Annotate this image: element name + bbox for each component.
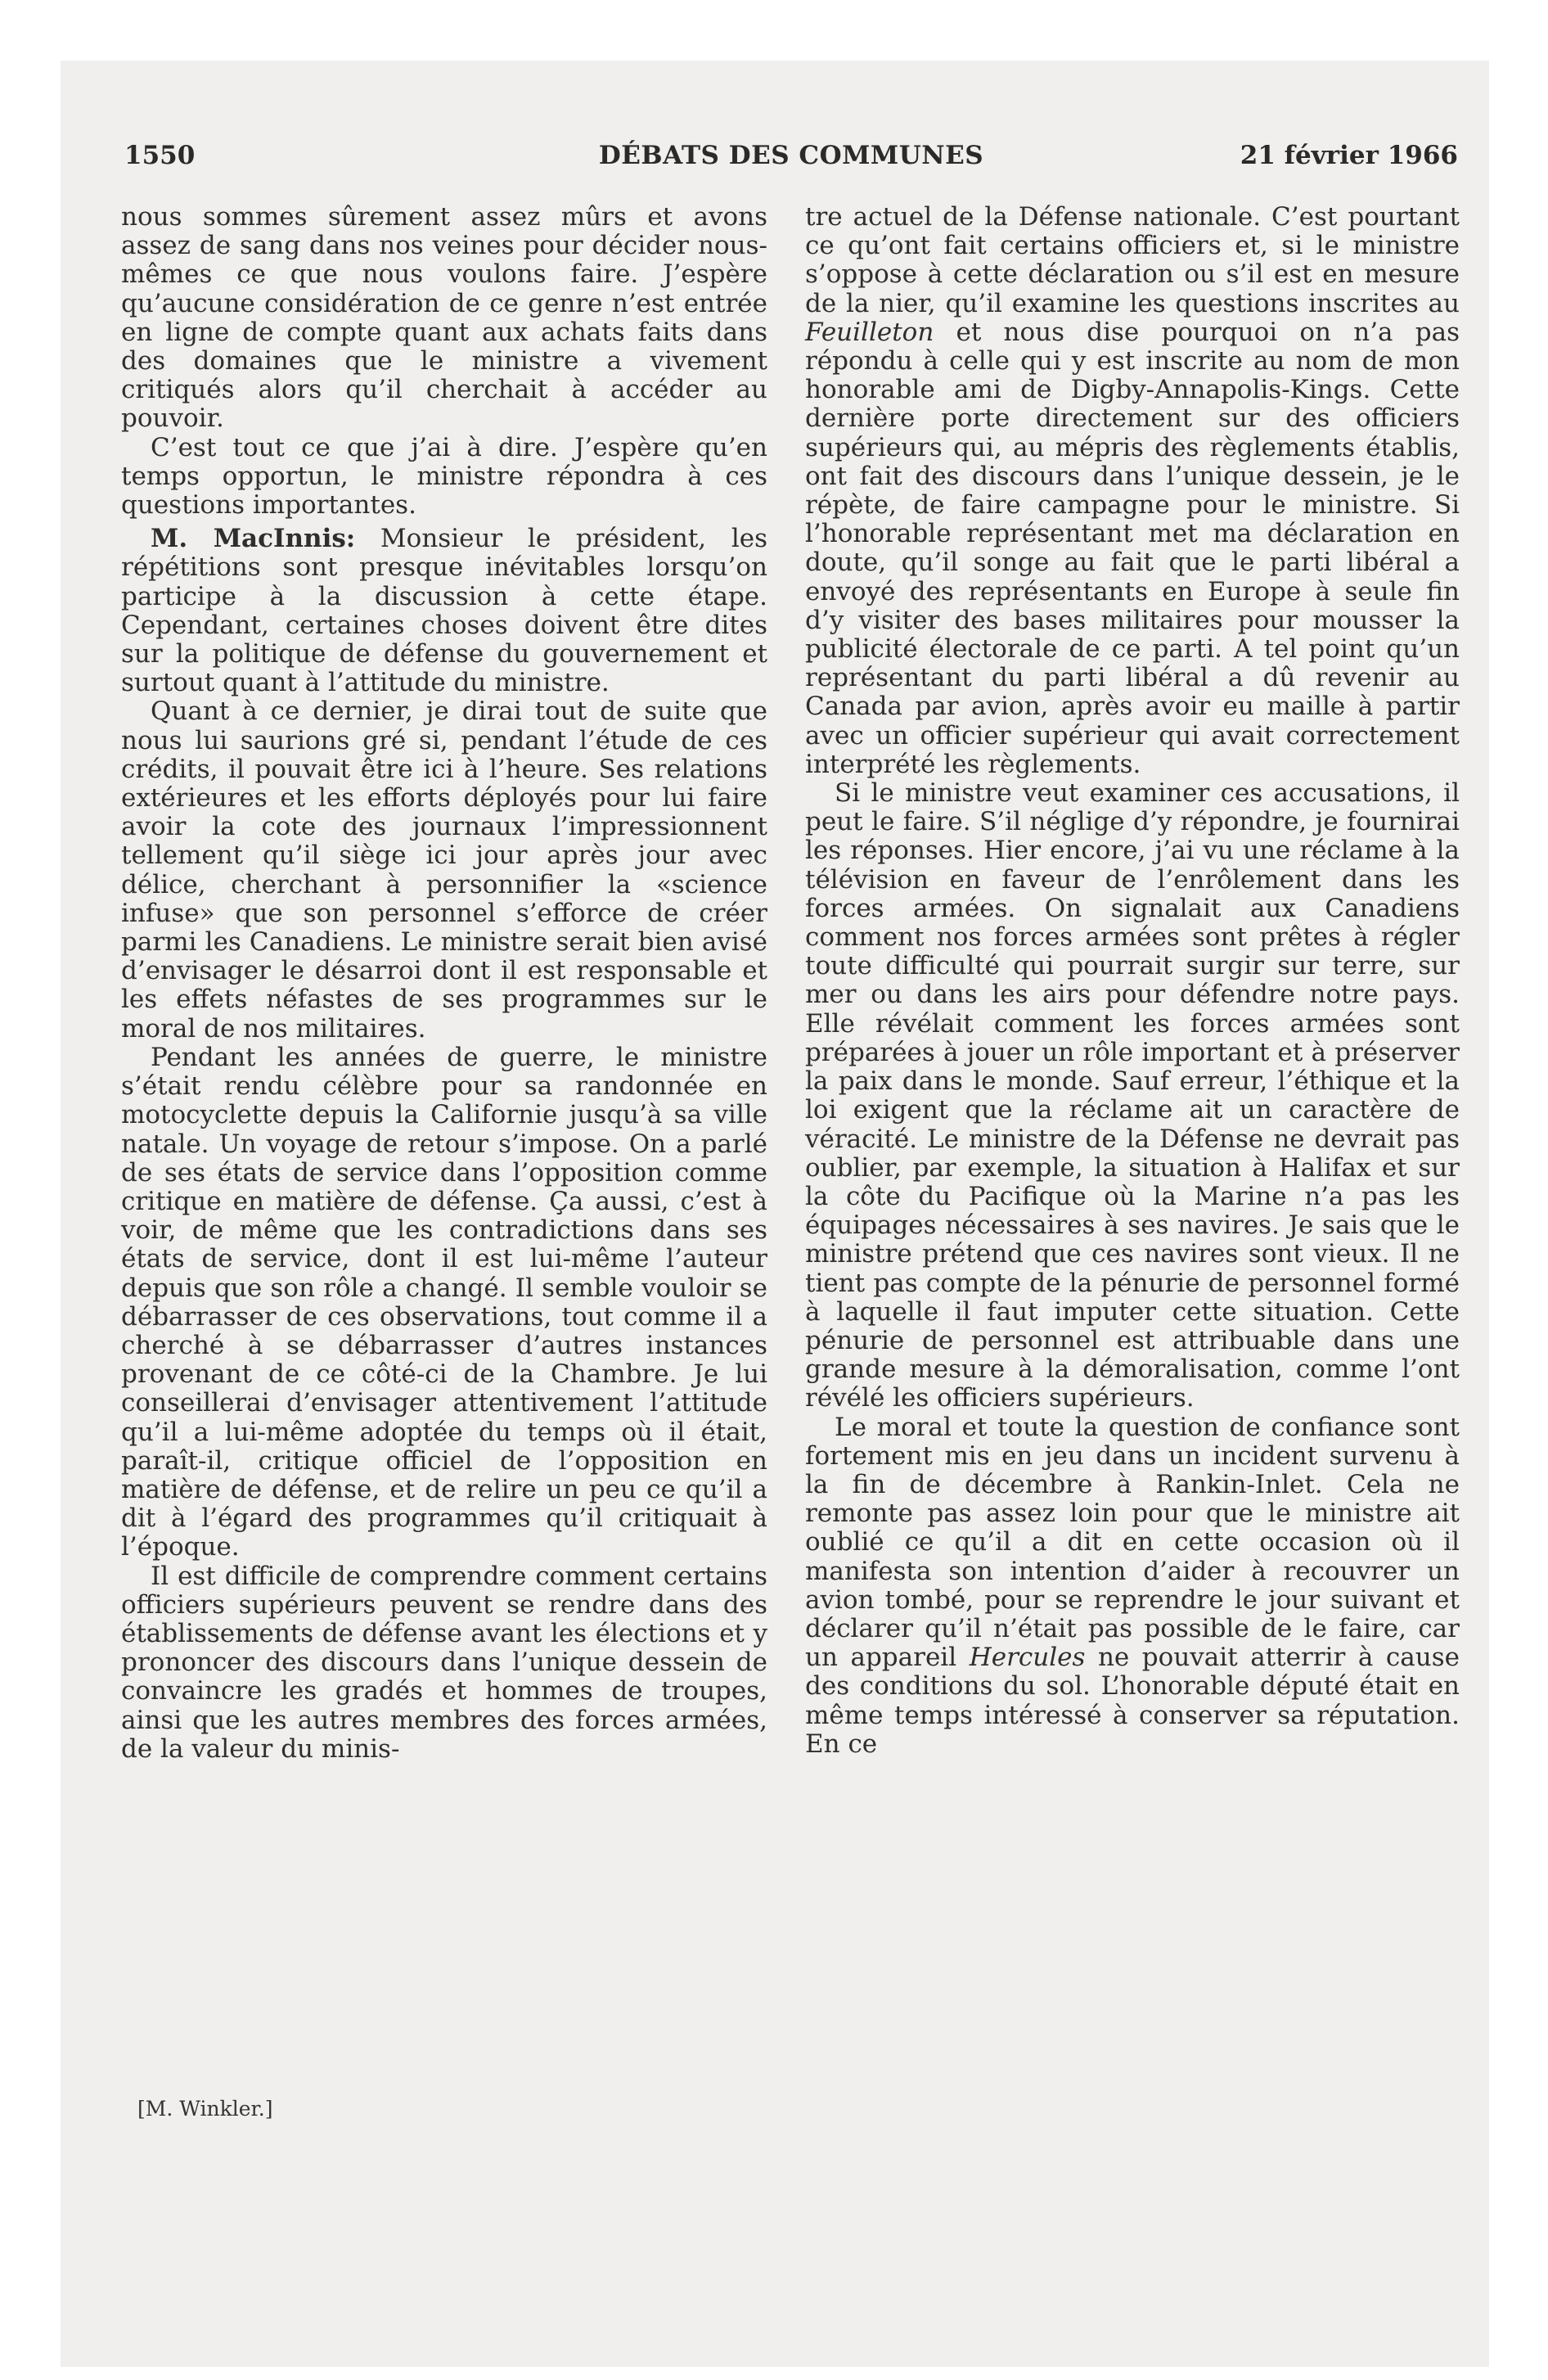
- text-run: et nous dise pourquoi on n’a pas répondu à celle qui y est inscrite au nom de mon honorable ami de Digby-Annapolis-Kings. Cette dernière porte directement sur des officiers supérieurs qui, au mépris des règlements établis, ont fait des discours dans l’unique dessein, je le répète, de faire campagne pour le ministre. Si l’honorable représentant met ma déclaration en doute, qu’il songe au fait que le parti libéral a envoyé des représentants en Europe à seule fin d’y visiter des bases militaires pour mousser la publicité électorale de ce parti. A tel point qu’un représentant du parti libéral a dû revenir au Canada par avion, après avoir eu maille à partir avec un officier supérieur qui avait correctement interprété les règlements.: [805, 317, 1460, 779]
- paragraph: Il est difficile de comprendre comment certains officiers supérieurs peuvent se rendre dans des établissements de défense avant les élections et y prononcer des discours dans l’unique dessein de convaincre les gradés et hommes de troupes, ainsi que les autres membres des forces armées, de la valeur du minis-: [121, 1561, 767, 1764]
- italic-title: Feuilleton: [805, 317, 934, 347]
- page-header: [124, 141, 1458, 180]
- paragraph: Si le ministre veut examiner ces accusations, il peut le faire. S’il néglige d’y répondre, je fournirai les réponses. Hier encore, j’ai vu une réclame à la télévision en faveur de l’enrôlement dans les forces armées. On signalait aux Canadiens comment nos forces armées sont prêtes à régler toute difficulté qui pourrait surgir sur terre, sur mer ou dans les airs pour défendre notre pays. Elle révélait comment les forces armées sont préparées à jouer un rôle important et à préserver la paix dans le monde. Sauf erreur, l’éthique et la loi exigent que la réclame ait un caractère de véracité. Le ministre de la Défense ne devrait pas oublier, par exemple, la situation à Halifax et sur la côte du Pacifique où la Marine n’a pas les équipages nécessaires à ses navires. Je sais que le ministre prétend que ces navires sont vieux. Il ne tient pas compte de la pénurie de personnel formé à laquelle il faut imputer cette situation. Cette pénurie de personnel est attribuable dans une grande mesure à la démoralisation, comme l’ont révélé les officiers supérieurs.: [805, 778, 1460, 1413]
- text-run: tre actuel de la Défense nationale. C’est pourtant ce qu’ont fait certains officiers et, si le ministre s’oppose à cette déclaration ou s’il est en mesure de la nier, qu’il examine les questions inscrites au: [805, 202, 1460, 318]
- paragraph: C’est tout ce que j’ai à dire. J’espère qu’en temps opportun, le ministre répondra à ces questions importantes.: [121, 432, 767, 521]
- paragraph: nous sommes sûrement assez mûrs et avons assez de sang dans nos veines pour décider nous-mêmes ce que nous voulons faire. J’espère qu’aucune considération de ce genre n’est entrée en ligne de compte quant aux achats faits dans des domaines que le ministre a vivement critiqués alors qu’il cherchait à accéder au pouvoir.: [121, 202, 767, 434]
- paragraph: Quant à ce dernier, je dirai tout de suite que nous lui saurions gré si, pendant l’étude de ces crédits, il pouvait être ici à l’heure. Ses relations extérieures et les efforts déployés pour lui faire avoir la cote des journaux l’impressionnent tellement qu’il siège ici jour après jour avec délice, cherchant à personnifier la «science infuse» que son personnel s’efforce de créer parmi les Canadiens. Le ministre serait bien avisé d’envisager le désarroi dont il est responsable et les effets néfastes de ses programmes sur le moral de nos militaires.: [121, 696, 767, 1044]
- text-run: Le moral et toute la question de confiance sont fortement mis en jeu dans un incident survenu à la fin de décembre à Rankin-Inlet. Cela ne remonte pas assez loin pour que le ministre ait oublié ce qu’il a dit en cette occasion où il manifesta son intention d’aider à recouvrer un avion tombé, pour se reprendre le jour suivant et déclarer qu’il n’était pas possible de le faire, car un appareil: [805, 1412, 1460, 1673]
- right-column: [805, 203, 1460, 1759]
- paragraph: Pendant les années de guerre, le ministre s’était rendu célèbre pour sa randonnée en motocyclette depuis la Californie jusqu’à sa ville natale. Un voyage de retour s’impose. On a parlé de ses états de service dans l’opposition comme critique en matière de défense. Ça aussi, c’est à voir, de même que les contradictions dans ses états de service, dont il est lui-même l’auteur depuis que son rôle a changé. Il semble vouloir se débarrasser de ces observations, tout comme il a cherché à se débarrasser d’autres instances provenant de ce côté-ci de la Chambre. Je lui conseillerai d’envisager attentivement l’attitude qu’il a lui-même adoptée du temps où il était, paraît-il, critique officiel de l’opposition en matière de défense, et de relire un peu ce qu’il a dit à l’égard des programmes qu’il critiquait à l’époque.: [121, 1042, 767, 1562]
- paragraph: [805, 1413, 1460, 1759]
- speaker-name: M. MacInnis:: [151, 524, 356, 554]
- left-column: [121, 203, 767, 1764]
- text-run: ne pouvait atterrir à cause des conditions du sol. L’honorable député était en même temps intéressé à conserver sa réputation. En ce: [805, 1643, 1460, 1759]
- publication-title: DÉBATS DES COMMUNES: [598, 141, 984, 170]
- speaker-attribution-note: [M. Winkler.]: [137, 2097, 273, 2121]
- page-number: 1550: [124, 141, 196, 170]
- speaker-paragraph: [121, 525, 767, 697]
- sitting-date: 21 février 1966: [1240, 141, 1458, 170]
- paragraph: [805, 203, 1460, 779]
- italic-aircraft-name: Hercules: [969, 1643, 1086, 1673]
- speech-text: Monsieur le président, les répétitions sont presque inévitables lorsqu’on participe à la discussion à cette étape. Cependant, certaines choses doivent être dites sur la politique de défense du gouvernement et surtout quant à l’attitude du ministre.: [121, 524, 767, 698]
